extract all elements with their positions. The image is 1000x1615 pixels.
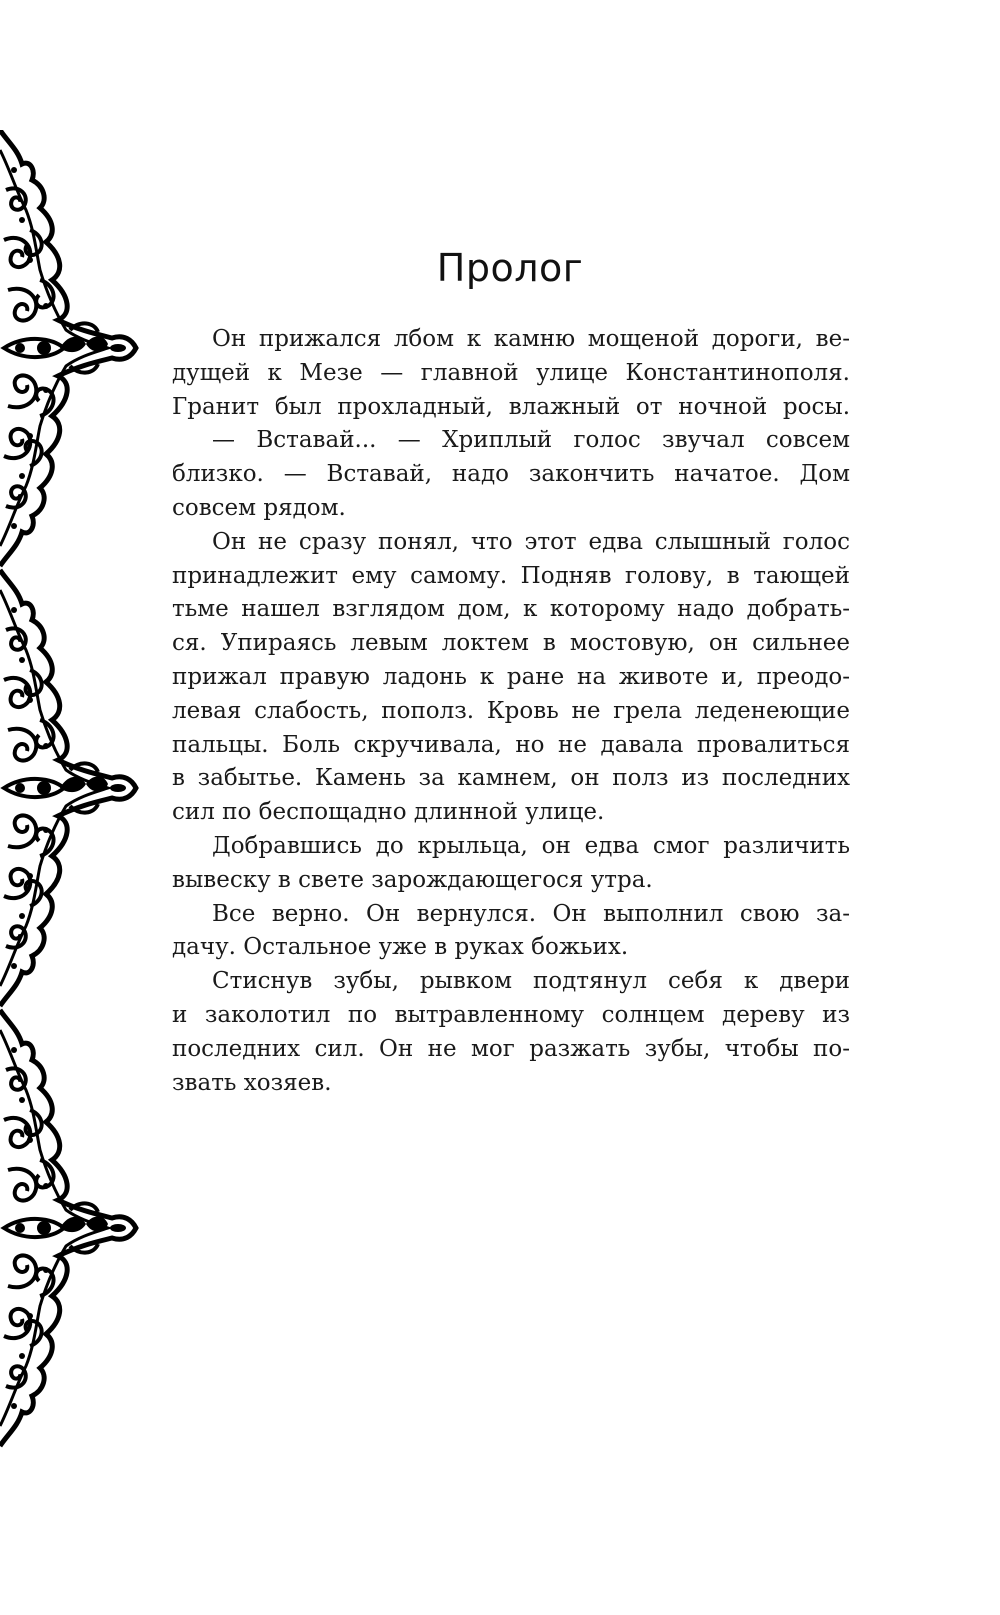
text-line: тьме нашел взглядом дом, к которому надо добрать- — [172, 596, 850, 623]
text-line: Он прижался лбом к камню мощеной дороги, ве- — [212, 326, 850, 352]
text-line: дачу. Остальное уже в руках божьих. — [172, 934, 629, 961]
text-line: прижал правую ладонь к ране на животе и, преодо- — [172, 663, 850, 690]
text-line: вывеску в свете зарождающегося утра. — [172, 866, 653, 893]
text-line: Все верно. Он вернулся. Он выполнил свою за- — [212, 900, 850, 927]
arabesque-ornament-icon — [0, 130, 150, 1460]
text-line: сил по беспощадно длинной улице. — [172, 799, 605, 826]
body-text — [172, 323, 850, 1100]
text-line: принадлежит ему самому. Подняв голову, в тающей — [172, 562, 850, 589]
text-line: ся. Упираясь левым локтем в мостовую, он сильнее — [172, 630, 850, 657]
text-line: Добравшись до крыльца, он едва смог различить — [212, 832, 850, 859]
chapter-title: Пролог — [436, 246, 584, 290]
text-line: левая слабость, пополз. Кровь не грела леденеющие — [172, 697, 850, 724]
text-line: пальцы. Боль скручивала, но не давала провалиться — [172, 731, 850, 758]
text-line: последних сил. Он не мог разжать зубы, чтобы по- — [172, 1035, 850, 1062]
text-line: звать хозяев. — [172, 1069, 332, 1096]
text-line: близко. — Вставай, надо закончить начатое. Дом — [172, 461, 850, 488]
text-line: в забытье. Камень за камнем, он полз из последних — [172, 765, 850, 792]
text-line: Стиснув зубы, рывком подтянул себя к двери — [212, 968, 850, 995]
text-line: — Вставай... — Хриплый голос звучал совсем — [212, 427, 850, 454]
text-line: совсем рядом. — [172, 494, 346, 521]
text-line: и заколотил по вытравленному солнцем дереву из — [172, 1001, 850, 1028]
text-line: дущей к Мезе — главной улице Константинополя. — [172, 359, 850, 386]
text-line: Гранит был прохладный, влажный от ночной росы. — [172, 393, 850, 420]
text-line: Он не сразу понял, что этот едва слышный голос — [212, 528, 850, 555]
